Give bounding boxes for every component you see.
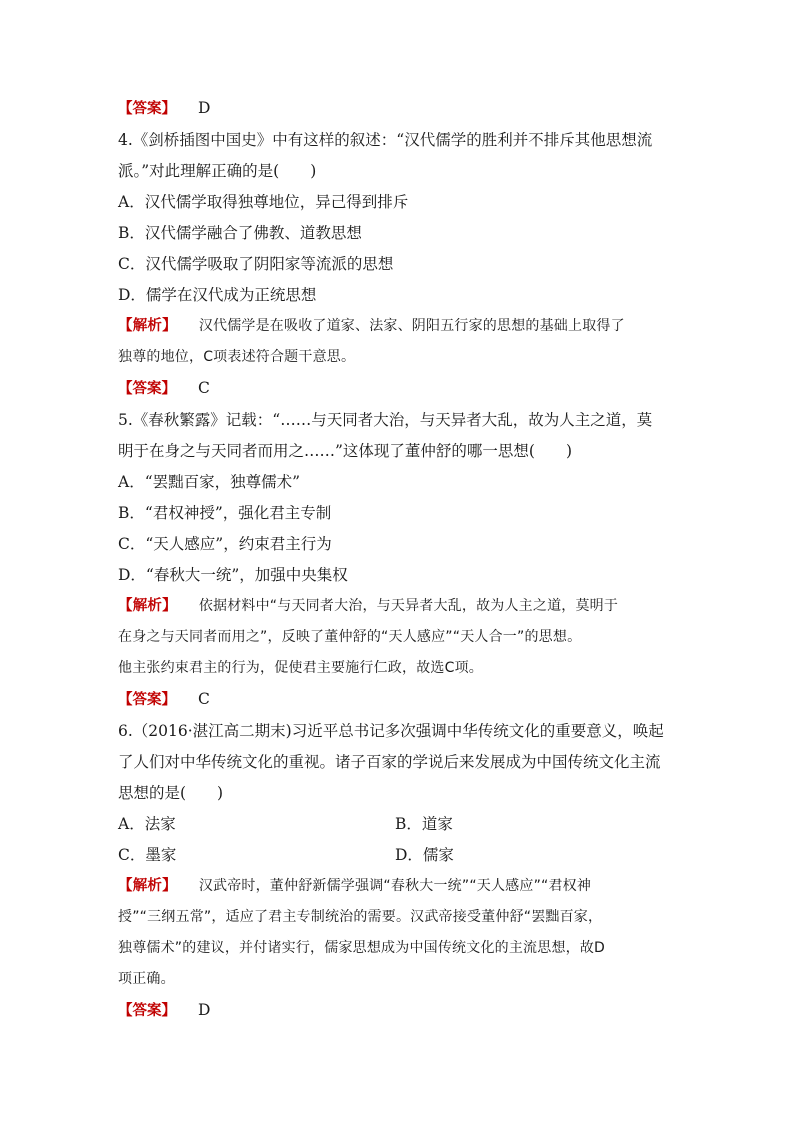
option-d: D．儒家 bbox=[395, 846, 454, 864]
analysis-text: 汉武帝时，董仲舒新儒学强调“春秋大一统”“天人感应”“君权神 bbox=[198, 878, 592, 894]
analysis-label: 【解析】 bbox=[118, 878, 177, 894]
option-a: A．法家 bbox=[118, 815, 176, 833]
option-c: C．墨家 bbox=[118, 846, 177, 864]
question-stem-line: 4.《剑桥插图中国史》中有这样的叙述：“汉代儒学的胜利并不排斥其他思想流 bbox=[118, 131, 653, 149]
option-row bbox=[118, 809, 678, 840]
answer-line bbox=[118, 373, 678, 405]
question-6 bbox=[118, 716, 678, 1027]
option-b: B．汉代儒学融合了佛教、道教思想 bbox=[118, 224, 362, 242]
answer-value: C bbox=[198, 379, 210, 397]
answer-line bbox=[118, 995, 678, 1027]
option-a: A．汉代儒学取得独尊地位，异己得到排斥 bbox=[118, 193, 409, 211]
option-d: D．儒学在汉代成为正统思想 bbox=[118, 286, 317, 304]
analysis-line bbox=[118, 591, 678, 622]
analysis-text: 汉代儒学是在吸收了道家、法家、阴阳五行家的思想的基础上取得了 bbox=[198, 318, 625, 334]
option-d: D．“春秋大一统”，加强中央集权 bbox=[118, 566, 348, 584]
option-c: C．“天人感应”，约束君主行为 bbox=[118, 535, 332, 553]
question-stem-line: 5.《春秋繁露》记载：“……与天同者大治，与天异者大乱，故为人主之道，莫 bbox=[118, 411, 653, 429]
question-stem-line: 了人们对中华传统文化的重视。诸子百家的学说后来发展成为中国传统文化主流 bbox=[118, 753, 661, 771]
answer-value: C bbox=[198, 690, 210, 708]
answer-line bbox=[118, 684, 678, 716]
question-5 bbox=[118, 405, 678, 716]
option-c: C．汉代儒学吸取了阴阳家等流派的思想 bbox=[118, 255, 394, 273]
answer-label: 【答案】 bbox=[118, 381, 176, 397]
document-content bbox=[118, 93, 678, 1027]
answer-value: D bbox=[198, 99, 211, 117]
answer-value: D bbox=[198, 1001, 211, 1019]
analysis-line: 授”“三纲五常”，适应了君主专制统治的需要。汉武帝接受董仲舒“罢黜百家， bbox=[118, 909, 603, 925]
answer-line-q3 bbox=[118, 93, 678, 125]
question-stem-line: 6.（2016·湛江高二期末)习近平总书记多次强调中华传统文化的重要意义，唤起 bbox=[118, 722, 664, 740]
analysis-line: 独尊儒术”的建议，并付诸实行，儒家思想成为中国传统文化的主流思想，故D bbox=[118, 940, 606, 956]
option-row bbox=[118, 840, 678, 871]
option-b: B．道家 bbox=[395, 815, 453, 833]
answer-label: 【答案】 bbox=[118, 101, 176, 117]
analysis-line bbox=[118, 311, 678, 342]
analysis-label: 【解析】 bbox=[118, 318, 177, 334]
analysis-text: 依据材料中“与天同者大治，与天异者大乱，故为人主之道，莫明于 bbox=[198, 598, 619, 614]
question-stem-line: 明于在身之与天同者而用之……”这体现了董仲舒的哪一思想( ) bbox=[118, 442, 573, 460]
analysis-line: 在身之与天同者而用之”，反映了董仲舒的“天人感应”“天人合一”的思想。 bbox=[118, 629, 582, 645]
question-stem-line: 派。”对此理解正确的是( ) bbox=[118, 162, 317, 180]
question-stem-line: 思想的是( ) bbox=[118, 784, 224, 802]
analysis-label: 【解析】 bbox=[118, 598, 177, 614]
option-b: B．“君权神授”，强化君主专制 bbox=[118, 504, 332, 522]
analysis-line bbox=[118, 871, 678, 902]
option-a: A．“罢黜百家，独尊儒术” bbox=[118, 473, 301, 491]
question-4 bbox=[118, 125, 678, 405]
answer-label: 【答案】 bbox=[118, 692, 176, 708]
analysis-line: 项正确。 bbox=[118, 971, 175, 987]
analysis-line: 他主张约束君主的行为，促使君主要施行仁政，故选C项。 bbox=[118, 660, 483, 676]
answer-label: 【答案】 bbox=[118, 1003, 176, 1019]
analysis-line: 独尊的地位，C项表述符合题干意思。 bbox=[118, 349, 356, 365]
